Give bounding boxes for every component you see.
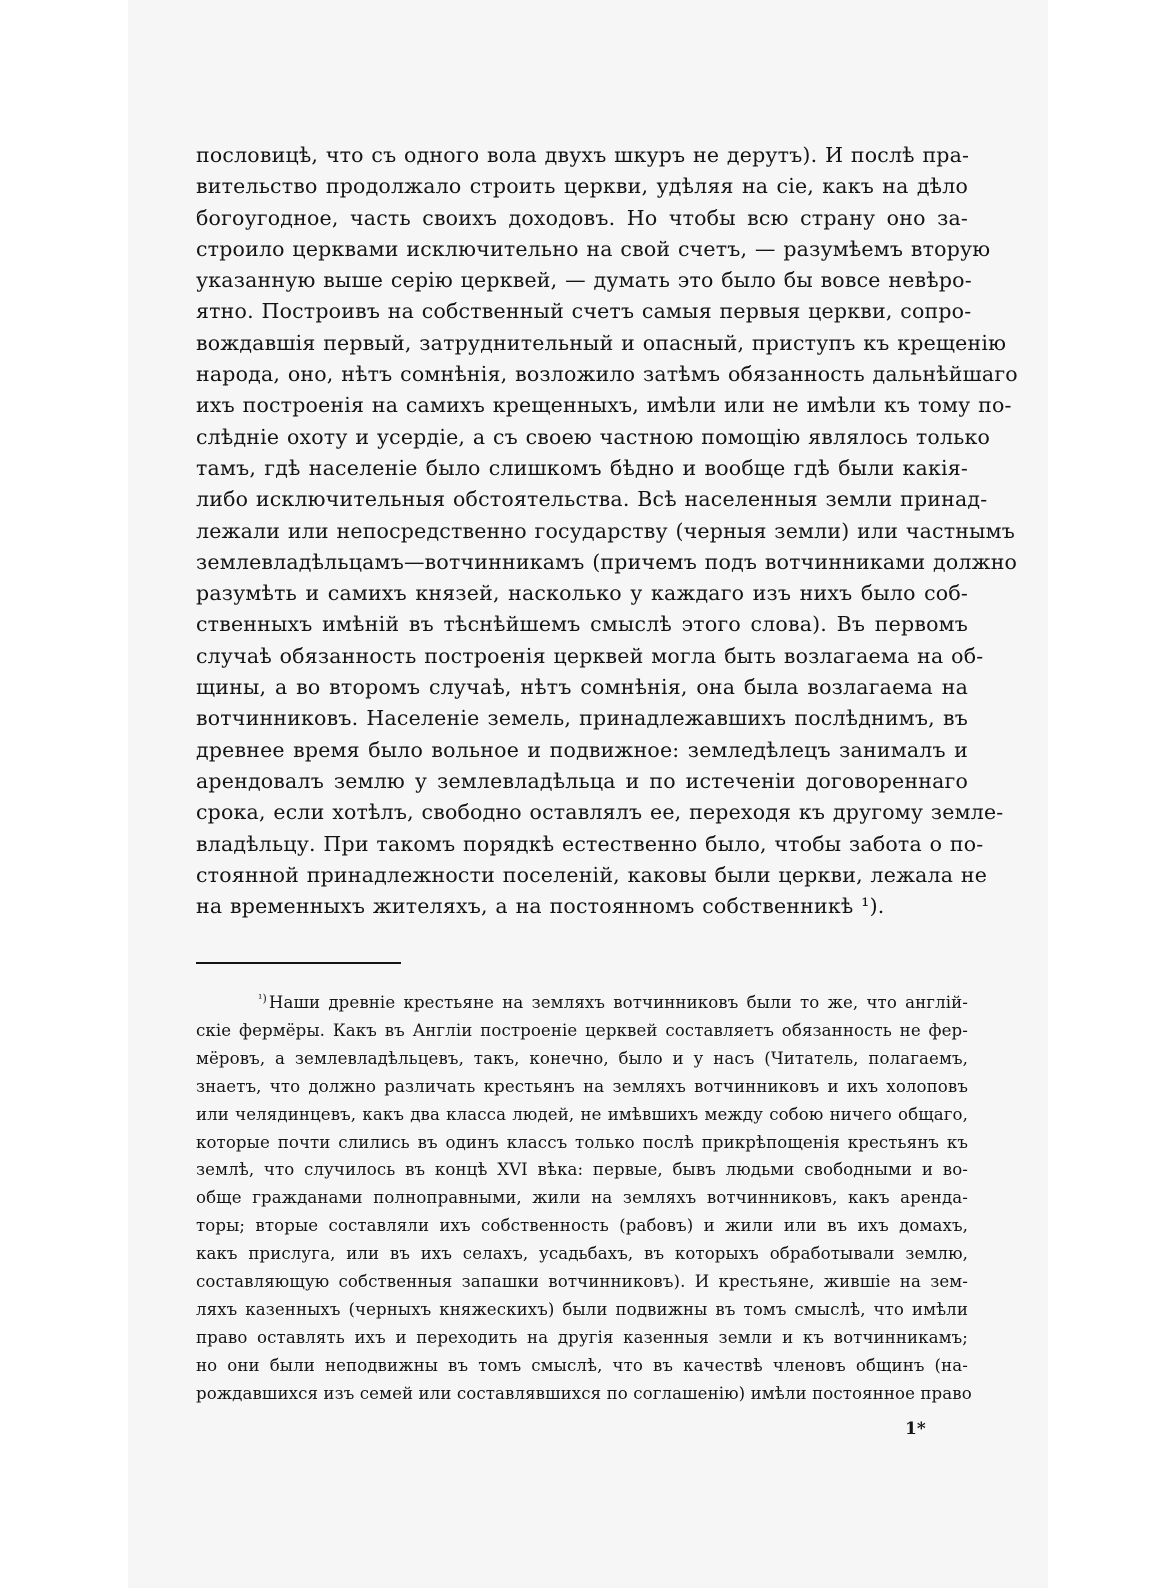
footnote-line: право оставлять ихъ и переходить на другія казенныя земли и къ вотчинникамъ; bbox=[196, 1327, 968, 1347]
body-line: древнее время было вольное и подвижное: земледѣлецъ занималъ и bbox=[196, 737, 968, 762]
body-line: на временныхъ жителяхъ, а на постоянномъ собственникѣ ¹). bbox=[196, 894, 885, 919]
body-line: ственныхъ имѣній въ тѣснѣйшемъ смыслѣ этого слова). Въ первомъ bbox=[196, 612, 968, 637]
body-line: строило церквами исключительно на свой счетъ, — разумѣемъ вторую bbox=[196, 236, 991, 261]
footnote-line: скіе фермёры. Какъ въ Англіи построеніе церквей составляетъ обязанность не фер- bbox=[196, 1020, 968, 1040]
body-line: тамъ, гдѣ населеніе было слишкомъ бѣдно и вообще гдѣ были какія- bbox=[196, 455, 968, 480]
footnote-line: мёровъ, а землевладѣльцевъ, такъ, конечно, было и у насъ (Читатель, полагаемъ, bbox=[196, 1048, 968, 1068]
footnote-line: знаетъ, что должно различать крестьянъ на земляхъ вотчинниковъ и ихъ холоповъ bbox=[196, 1076, 968, 1096]
body-line: лежали или непосредственно государству (черныя земли) или частнымъ bbox=[196, 518, 1015, 543]
body-line: вотчинниковъ. Населеніе земель, принадлежавшихъ послѣднимъ, въ bbox=[196, 706, 968, 731]
body-line: пословицѣ, что съ одного вола двухъ шкуръ не дерутъ). И послѣ пра- bbox=[196, 143, 970, 167]
footnote-line: какъ прислуга, или въ ихъ селахъ, усадьбахъ, въ которыхъ обработывали землю, bbox=[196, 1244, 968, 1264]
body-line: срока, если хотѣлъ, свободно оставлялъ ее, переходя къ другому земле- bbox=[196, 800, 1004, 825]
footnote-marker: ¹) bbox=[258, 992, 267, 1005]
footnote-line-text: Наши древніе крестьяне на земляхъ вотчинниковъ были то же, что англій- bbox=[268, 993, 968, 1012]
footnote bbox=[196, 985, 972, 1408]
main-text bbox=[196, 140, 1018, 922]
footnote-separator bbox=[196, 962, 401, 964]
body-line: слѣдніе охоту и усердіе, а съ своею частною помощію являлось только bbox=[196, 424, 991, 449]
body-line: стоянной принадлежности поселеній, каковы были церкви, лежала не bbox=[196, 862, 988, 887]
body-line: владѣльцу. При такомъ порядкѣ естественно было, чтобы забота о по- bbox=[196, 831, 984, 856]
footnote-line: составляющую собственныя запашки вотчинниковъ). И крестьяне, жившіе на зем- bbox=[196, 1272, 968, 1292]
body-line: ихъ построенія на самихъ крещенныхъ, имѣли или не имѣли къ тому по- bbox=[196, 393, 1012, 418]
footnote-line: обще гражданами полноправными, жили на земляхъ вотчинниковъ, какъ аренда- bbox=[196, 1188, 968, 1208]
signature-mark: 1* bbox=[905, 1419, 926, 1439]
body-line: разумѣть и самихъ князей, насколько у каждаго изъ нихъ было соб- bbox=[196, 581, 968, 606]
body-line: арендовалъ землю у землевладѣльца и по истеченіи договореннаго bbox=[196, 768, 968, 793]
body-line: щины, а во второмъ случаѣ, нѣтъ сомнѣнія, она была возлагаема на bbox=[196, 675, 968, 700]
body-line: богоугодное, часть своихъ доходовъ. Но чтобы всю страну оно за- bbox=[196, 205, 968, 230]
body-line: народа, оно, нѣтъ сомнѣнія, возложило затѣмъ обязанность дальнѣйшаго bbox=[196, 362, 1018, 387]
footnote-line: торы; вторые составляли ихъ собственность (рабовъ) и жили или въ ихъ домахъ, bbox=[196, 1216, 968, 1236]
body-line: случаѣ обязанность построенія церквей могла быть возлагаема на об- bbox=[196, 643, 984, 668]
body-line: землевладѣльцамъ—вотчинникамъ (причемъ подъ вотчинниками должно bbox=[196, 549, 1018, 574]
footnote-line bbox=[196, 985, 968, 1017]
footnote-line: ляхъ казенныхъ (черныхъ княжескихъ) были подвижны въ томъ смыслѣ, что имѣли bbox=[196, 1299, 968, 1319]
footnote-line: или челядинцевъ, какъ два класса людей, не имѣвшихъ между собою ничего общаго, bbox=[196, 1104, 968, 1124]
body-line: указанную выше серію церквей, — думать это было бы вовсе невѣро- bbox=[196, 268, 972, 293]
body-line: вительство продолжало строить церкви, удѣляя на сіе, какъ на дѣло bbox=[196, 174, 968, 199]
footnote-line: которые почти слились въ одинъ классъ только послѣ прикрѣпощенія крестьянъ къ bbox=[196, 1132, 968, 1152]
footnote-line: но они были неподвижны въ томъ смыслѣ, что въ качествѣ членовъ общинъ (на- bbox=[196, 1355, 968, 1375]
body-line: вождавшія первый, затруднительный и опасный, приступъ къ крещенію bbox=[196, 330, 1007, 355]
body-line: ятно. Построивъ на собственный счетъ самыя первыя церкви, сопро- bbox=[196, 299, 972, 324]
body-line: либо исключительныя обстоятельства. Всѣ населенныя земли принад- bbox=[196, 487, 988, 512]
footnote-line: землѣ, что случилось въ концѣ XVI вѣка: первые, бывъ людьми свободными и во- bbox=[196, 1160, 968, 1180]
footnote-line: рождавшихся изъ семей или составлявшихся по соглашенію) имѣли постоянное право bbox=[196, 1383, 972, 1403]
